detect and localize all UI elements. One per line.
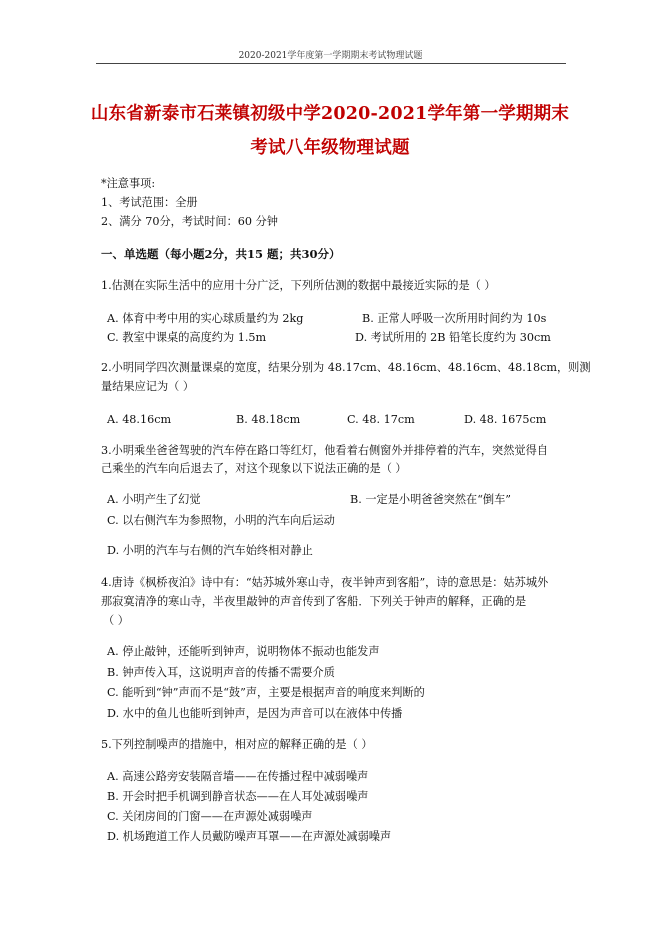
- q3-stem-line-1: 3.小明乘坐爸爸驾驶的汽车停在路口等红灯，他看着右侧窗外并排停着的汽车，突然觉得自: [101, 444, 548, 457]
- q2-option-d: D. 48. 1675cm: [464, 413, 547, 426]
- notes-heading: *注意事项:: [101, 177, 156, 190]
- page-header: 2020-2021学年度第一学期期末考试物理试题: [238, 51, 423, 61]
- section-heading: 一、单选题（每小题2分，共15 题；共30分）: [101, 247, 341, 261]
- q4-option-c: C. 能听到“钟”声而不是“鼓”声，主要是根据声音的响度来判断的: [107, 686, 425, 699]
- q2-stem-line-1: 2.小明同学四次测量课桌的宽度，结果分别为 48.17cm、48.16cm、48.16cm、48.18cm，则测: [101, 361, 591, 374]
- q2-option-b: B. 48.18cm: [236, 413, 301, 426]
- q4-stem-line-3: （ ）: [103, 614, 129, 627]
- notes-item-2: 2、满分 70分，考试时间：60 分钟: [101, 215, 278, 228]
- header-rule: [96, 63, 566, 64]
- q2-option-c: C. 48. 17cm: [347, 413, 415, 426]
- q4-stem-line-2: 那寂寞清净的寒山寺，半夜里敲钟的声音传到了客船．下列关于钟声的解释，正确的是: [101, 595, 527, 608]
- q3-option-d: D. 小明的汽车与右侧的汽车始终相对静止: [107, 544, 313, 557]
- q1-stem: 1.估测在实际生活中的应用十分广泛，下列所估测的数据中最接近实际的是（ ）: [101, 279, 496, 292]
- title-line-2: 考试八年级物理试题: [250, 138, 410, 158]
- q2-stem-line-2: 量结果应记为（ ）: [101, 380, 195, 393]
- q3-option-a: A. 小明产生了幻觉: [107, 493, 201, 506]
- q4-option-d: D. 水中的鱼儿也能听到钟声，是因为声音可以在液体中传播: [107, 707, 403, 720]
- q5-option-c: C. 关闭房间的门窗——在声源处减弱噪声: [107, 810, 313, 823]
- q4-option-a: A. 停止敲钟，还能听到钟声，说明物体不振动也能发声: [107, 645, 380, 658]
- q4-stem-line-1: 4.唐诗《枫桥夜泊》诗中有：“姑苏城外寒山寺，夜半钟声到客船”，诗的意思是：姑苏城外: [101, 576, 549, 589]
- q1-option-a: A. 体育中考中用的实心球质量约为 2kg: [107, 312, 304, 325]
- q1-option-b: B. 正常人呼吸一次所用时间约为 10s: [362, 312, 547, 325]
- q3-stem-line-2: 己乘坐的汽车向后退去了，对这个现象以下说法正确的是（ ）: [101, 462, 407, 475]
- q5-option-d: D. 机场跑道工作人员戴防噪声耳罩——在声源处减弱噪声: [107, 830, 392, 843]
- q1-option-d: D. 考试所用的 2B 铅笔长度约为 30cm: [355, 331, 551, 344]
- q1-option-c: C. 教室中课桌的高度约为 1.5m: [107, 331, 267, 344]
- q3-option-b: B. 一定是小明爸爸突然在“倒车”: [350, 493, 512, 506]
- q5-option-a: A. 高速公路旁安装隔音墙——在传播过程中减弱噪声: [107, 770, 369, 783]
- q4-option-b: B. 钟声传入耳，这说明声音的传播不需要介质: [107, 666, 335, 679]
- q3-option-c: C. 以右侧汽车为参照物，小明的汽车向后运动: [107, 514, 335, 527]
- notes-item-1: 1、考试范围：全册: [101, 196, 198, 209]
- q5-option-b: B. 开会时把手机调到静音状态——在人耳处减弱噪声: [107, 790, 369, 803]
- q5-stem: 5.下列控制噪声的措施中，相对应的解释正确的是（ ）: [101, 738, 373, 751]
- title-line-1: 山东省新泰市石莱镇初级中学2020-2021学年第一学期期末: [90, 104, 570, 124]
- q2-option-a: A. 48.16cm: [107, 413, 172, 426]
